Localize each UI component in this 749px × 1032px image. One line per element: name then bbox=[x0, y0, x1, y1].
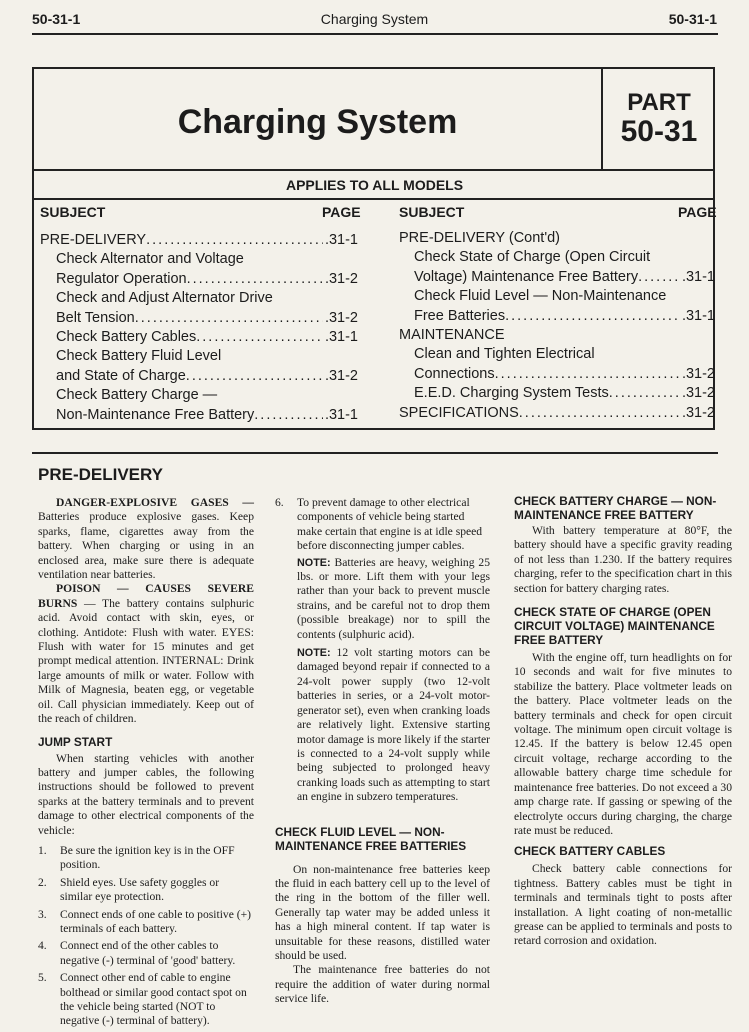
jump-start-heading: JUMP START bbox=[38, 734, 113, 749]
note-weight bbox=[275, 556, 490, 642]
toc-entry-label: Check State of Charge (Open Circuit bbox=[414, 249, 651, 266]
list-item bbox=[38, 971, 254, 1029]
title-box-rule bbox=[32, 169, 715, 171]
note-lead: NOTE: bbox=[297, 556, 331, 569]
toc-entry bbox=[56, 329, 358, 349]
toc-entry-page: .31-2 bbox=[681, 404, 715, 421]
jump-start-intro: When starting vehicles with another battery and jumper cables, the following instructions should be followed to prevent sparks at the battery terminals and to prevent damage to other electrical components of the vehicle: bbox=[38, 751, 254, 837]
toc-entry-page: .31-2 bbox=[324, 309, 358, 326]
list-item bbox=[38, 939, 254, 968]
step-text: Shield eyes. Use safety goggles or similar eye protection. bbox=[60, 875, 220, 904]
page-heading-left: PAGE bbox=[322, 204, 361, 220]
battery-cables-text: Check battery cable connections for tightness. Battery cables must be tight in terminals and terminals tight to posts after installation. A light coating of non-metallic grease can be applied to terminals and posts to retard corrosion and oxidation. bbox=[514, 862, 732, 948]
toc-entry bbox=[414, 249, 715, 269]
list-item bbox=[38, 908, 254, 937]
toc-entry-page: .31-1 bbox=[681, 307, 715, 324]
toc-entry bbox=[40, 232, 358, 252]
text-column-3 bbox=[514, 494, 732, 949]
toc-entry bbox=[399, 230, 715, 250]
toc-entry-label: SPECIFICATIONS bbox=[399, 404, 519, 421]
state-of-charge-text: With the engine off, turn headlights on for 10 seconds and wait for five minutes to stabilize the battery. Place voltmeter leads on the battery. Place voltmeter leads on the battery terminals and check for open circuit voltage. The minimum open circuit voltage is 12.45. If the battery is below 12.45 open circuit voltage, recharge according to the allowable battery charge time schedule for maintenance free batteries. Do not exceed a 30 amp charge rate. If gassing or spewing of the electrolyte occurs during charging, the charge rate must be reduced. bbox=[514, 651, 732, 837]
part-label: PART bbox=[627, 89, 691, 116]
poison-warning bbox=[38, 582, 254, 726]
toc-entry-label: Non-Maintenance Free Battery bbox=[56, 406, 255, 423]
toc-leader-dots bbox=[505, 308, 680, 324]
toc-entry-label: Check Fluid Level — Non-Maintenance bbox=[414, 288, 667, 305]
toc-entry-label: Regulator Operation bbox=[56, 270, 187, 287]
toc-entry bbox=[56, 271, 358, 291]
toc-entry bbox=[399, 327, 715, 347]
toc-leader-dots bbox=[609, 385, 680, 401]
step-text: Be sure the ignition key is in the OFF position. bbox=[60, 843, 235, 872]
toc-entry-label: Check and Adjust Alternator Drive bbox=[56, 290, 273, 307]
toc-entry-page: .31-1 bbox=[324, 232, 358, 248]
danger-lead: DANGER-EXPLOSIVE GASES — bbox=[56, 496, 254, 509]
battery-charge-text: With battery temperature at 80°F, the battery should have a specific gravity reading of not less than 1.230. If the battery requires charging, refer to the specification chart in this section for battery charging rates. bbox=[514, 524, 732, 595]
toc-entry bbox=[56, 290, 358, 310]
state-of-charge-heading: CHECK STATE OF CHARGE (OPEN CIRCUIT VOLTAGE) MAINTENANCE FREE BATTERY bbox=[514, 605, 715, 648]
toc-entry bbox=[414, 366, 715, 386]
section-title: PRE-DELIVERY bbox=[38, 465, 164, 484]
toc-entry bbox=[414, 308, 715, 328]
toc-leader-dots bbox=[146, 232, 323, 248]
note-lead: NOTE: bbox=[297, 647, 331, 660]
poison-text: — The battery contains sulphuric acid. Avoid contact with skin, eyes, or clothing. Antidote: Flush with water. EYES: Flush with water for 15 minutes and get prompt medical attention. INTERNAL: Drink large amounts of milk or water. Follow with Milk of Magnesia, beaten egg, or vegetable oil. Call physician immediately. Keep out of the reach of children. bbox=[38, 596, 254, 726]
fluid-level-paragraph-2: The maintenance free batteries do not require the addition of water during normal service life. bbox=[275, 963, 490, 1006]
subject-heading-right: SUBJECT bbox=[399, 204, 465, 220]
fluid-level-paragraph-1: On non-maintenance free batteries keep the fluid in each battery cell up to the level of the ring in the bottom of the filler well. Generally tap water may be added unless it has a high mineral content. If tap water is unsuitable for these reasons, distilled water should be used. bbox=[275, 862, 490, 962]
toc-entry-page: .31-2 bbox=[681, 385, 715, 402]
toc-entry bbox=[414, 346, 715, 366]
toc-entry-label: PRE-DELIVERY bbox=[40, 232, 147, 248]
toc-entry bbox=[414, 385, 715, 405]
toc-entry-page: .31-1 bbox=[324, 329, 358, 345]
step-text: Connect end of the other cables to negative (-) terminal of 'good' battery. bbox=[60, 939, 236, 967]
toc-entry-label: E.E.D. Charging System Tests bbox=[414, 385, 609, 402]
toc-entry-page: .31-2 bbox=[324, 270, 358, 287]
list-item bbox=[38, 876, 254, 905]
toc-entry bbox=[399, 405, 715, 425]
toc-leader-dots bbox=[187, 271, 323, 287]
toc-entry-label: Connections bbox=[414, 365, 495, 382]
jump-start-steps bbox=[38, 844, 254, 1029]
step-text: To prevent damage to other electrical components of vehicle being started make certain that engine is at idle speed before disconnecting jumper cables. bbox=[297, 496, 483, 553]
toc-entry-page: .31-2 bbox=[324, 367, 358, 384]
toc-entry-page: .31-1 bbox=[324, 406, 358, 423]
toc-entry-label: Free Batteries bbox=[414, 307, 506, 324]
toc-entry-label: Check Battery Charge — bbox=[56, 387, 218, 404]
toc-entry bbox=[56, 368, 358, 388]
part-number: 50-31 bbox=[620, 115, 698, 148]
note-text: Batteries are heavy, weighing 25 lbs. or more. Lift them with your legs rather than your back to prevent muscle strains, and be careful not to drop them (possible breakage) nor to spill the contents (sulphuric acid). bbox=[297, 555, 490, 641]
step-number: 2. bbox=[38, 875, 47, 889]
toc-entry-label: Belt Tension bbox=[56, 309, 135, 326]
page-number-right: 50-31-1 bbox=[668, 11, 717, 27]
toc-entry bbox=[56, 251, 358, 271]
battery-charge-heading: CHECK BATTERY CHARGE — NON-MAINTENANCE FREE BATTERY bbox=[514, 494, 717, 522]
page-number-left: 50-31-1 bbox=[32, 11, 81, 27]
text-column-1 bbox=[38, 496, 254, 1032]
battery-cables-heading: CHECK BATTERY CABLES bbox=[514, 844, 666, 859]
applies-rule bbox=[32, 198, 715, 200]
subject-heading-left: SUBJECT bbox=[40, 204, 106, 220]
note-text: 12 volt starting motors can be damaged beyond repair if connected to a 24-volt power supply (two 12-volt batteries in series, or a 24-volt motor-generator set), even when cranking loads are relatively light. Extensive starting motor damage is more likely if the starter is connected to a 24-volt supply while being subjected to prolonged heavy cranking loads such as attempting to start an engine in subzero temperatures. bbox=[297, 646, 490, 804]
toc-entry-label: PRE-DELIVERY (Cont'd) bbox=[399, 230, 560, 246]
step-number: 5. bbox=[38, 971, 47, 985]
page-title: Charging System bbox=[177, 103, 458, 141]
list-item bbox=[38, 844, 254, 873]
toc-entry-page: .31-1 bbox=[681, 268, 715, 285]
toc-leader-dots bbox=[186, 368, 323, 384]
fluid-level-heading: CHECK FLUID LEVEL — NON-MAINTENANCE FREE BATTERIES bbox=[275, 824, 467, 853]
toc-entry bbox=[56, 348, 358, 368]
toc-entry bbox=[56, 310, 358, 330]
note-24-volt bbox=[275, 646, 490, 804]
danger-warning bbox=[38, 496, 254, 582]
step-text: Connect other end of cable to engine bolthead or similar good contact spot on the vehicle being started (NOT to negative (-) terminal of battery). bbox=[60, 971, 247, 1028]
step-text: Connect ends of one cable to positive (+) terminals of each battery. bbox=[60, 907, 252, 935]
section-rule bbox=[32, 452, 718, 454]
toc-entry bbox=[414, 269, 715, 289]
running-title: Charging System bbox=[320, 11, 429, 27]
toc-entry-label: Clean and Tighten Electrical bbox=[414, 346, 595, 363]
toc-entry bbox=[56, 387, 358, 407]
header-rule bbox=[32, 33, 718, 35]
page-heading-right: PAGE bbox=[678, 204, 717, 220]
toc-leader-dots bbox=[196, 329, 323, 345]
toc-entry-label: Check Alternator and Voltage bbox=[56, 251, 244, 268]
step-number: 4. bbox=[38, 939, 47, 953]
toc-entry-label: MAINTENANCE bbox=[399, 327, 505, 343]
toc-leader-dots bbox=[135, 310, 323, 326]
toc-leader-dots bbox=[254, 407, 323, 423]
toc-leader-dots bbox=[638, 269, 680, 285]
toc-entry-label: Check Battery Fluid Level bbox=[56, 348, 222, 365]
list-item bbox=[275, 496, 490, 554]
toc-entry-label: and State of Charge bbox=[56, 367, 186, 384]
toc-entry bbox=[56, 407, 358, 427]
step-number: 6. bbox=[275, 496, 284, 509]
toc-entry-label: Voltage) Maintenance Free Battery bbox=[414, 268, 639, 285]
step-number: 3. bbox=[38, 907, 47, 921]
text-column-2 bbox=[275, 496, 490, 1007]
toc-leader-dots bbox=[495, 366, 680, 382]
step-number: 1. bbox=[38, 843, 47, 857]
applies-to-models: APPLIES TO ALL MODELS bbox=[285, 177, 464, 193]
danger-text: Batteries produce explosive gases. Keep sparks, flame, cigarettes away from the battery. When charging or using in an enclosed area, make sure there is adequate ventilation near batteries. bbox=[38, 510, 254, 582]
poison-lead: POISON — CAUSES SEVERE BURNS bbox=[38, 582, 254, 610]
toc-entry-page: .31-2 bbox=[681, 365, 715, 382]
toc-leader-dots bbox=[519, 405, 680, 421]
toc-entry bbox=[414, 288, 715, 308]
toc-entry-label: Check Battery Cables bbox=[56, 329, 197, 345]
